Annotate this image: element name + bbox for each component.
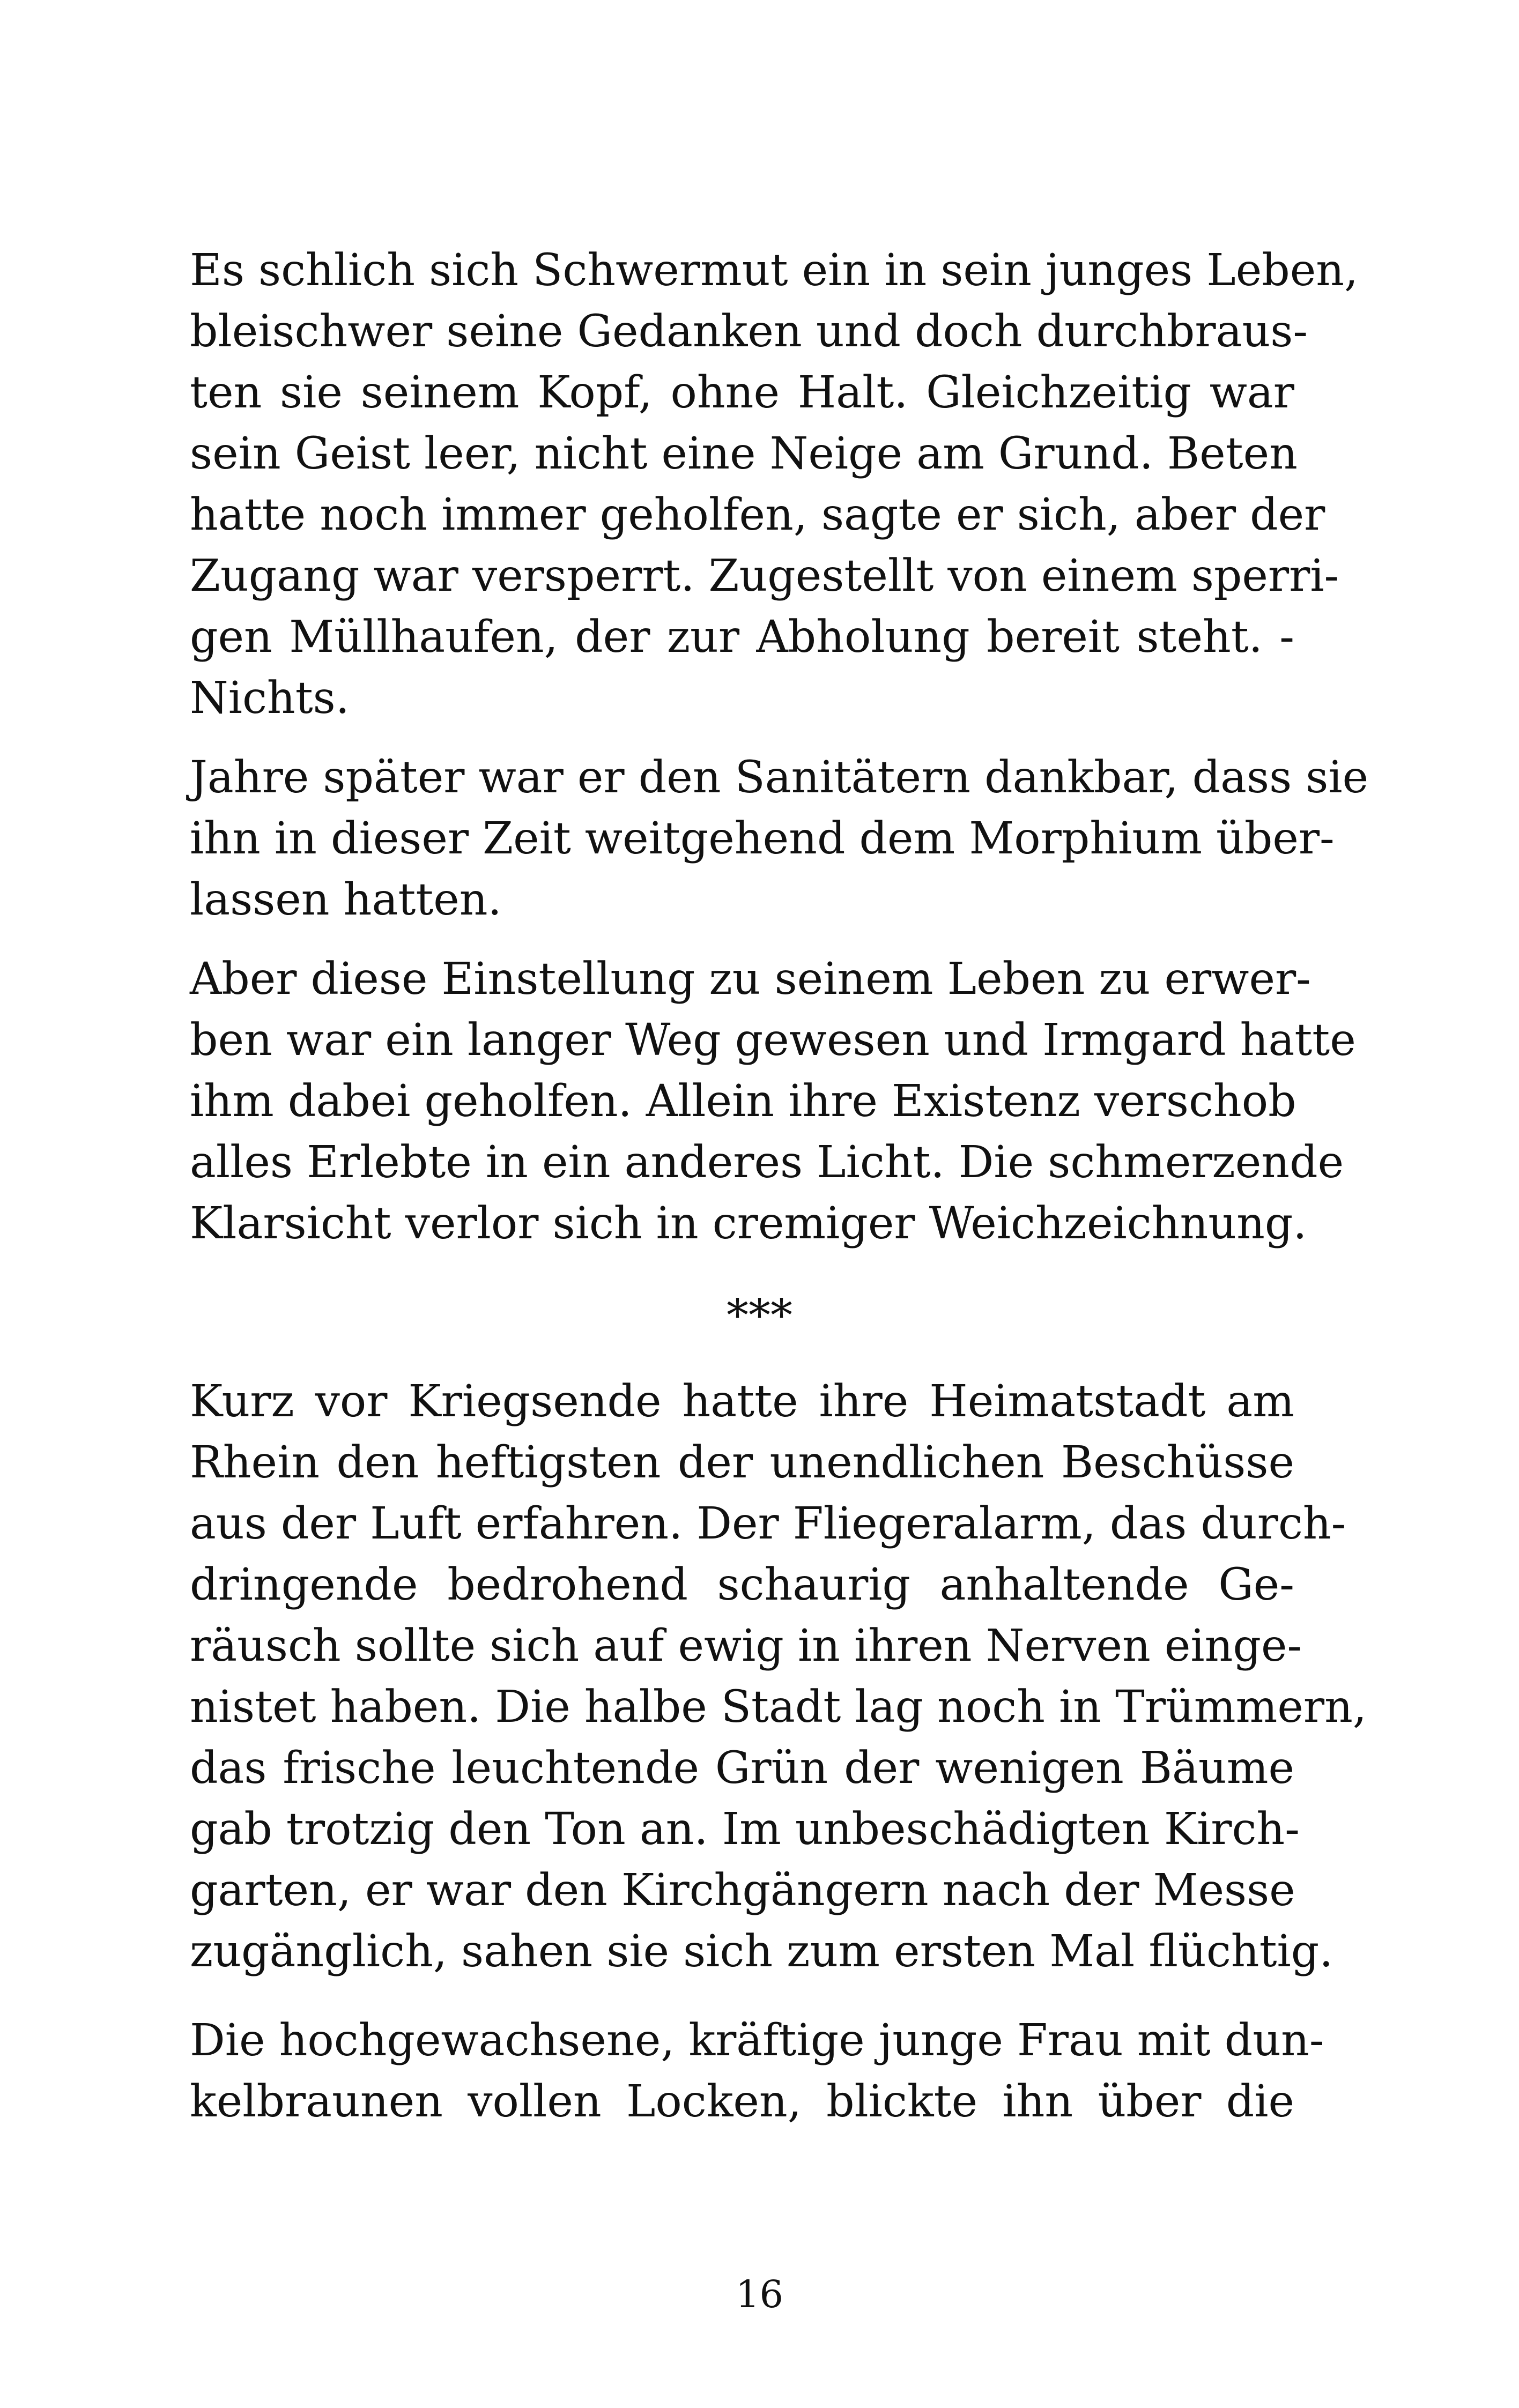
text-line: räusch sollte sich auf ewig in ihren Nerven einge- — [190, 1621, 1302, 1671]
text-line: gen Müllhaufen, der zur Abholung bereit steht. - — [190, 612, 1294, 663]
paragraph-4 — [190, 1371, 1367, 1982]
text-line: Die hochgewachsene, kräftige junge Frau mit dun- — [190, 2015, 1324, 2066]
text-line: lassen hatten. — [190, 874, 502, 925]
text-line: das frische leuchtende Grün der wenigen Bäume — [190, 1743, 1294, 1794]
text-line: kelbraunen vollen Locken, blickte ihn über die — [190, 2076, 1294, 2127]
paragraph-5 — [190, 2010, 1324, 2132]
text-line: ben war ein langer Weg gewesen und Irmgard hatte — [190, 1015, 1356, 1066]
text-line: alles Erlebte in ein anderes Licht. Die schmerzende — [190, 1137, 1344, 1188]
text-line: garten, er war den Kirchgängern nach der Messe — [190, 1865, 1295, 1916]
text-line: Zugang war versperrt. Zugestellt von einem sperri- — [190, 551, 1339, 601]
paragraph-1 — [190, 240, 1359, 729]
text-line: Jahre später war er den Sanitätern dankbar, dass sie — [190, 752, 1369, 803]
page-number: 16 — [735, 2272, 784, 2316]
text-line: Klarsicht verlor sich in cremiger Weichzeichnung. — [190, 1198, 1307, 1249]
text-line: ihn in dieser Zeit weitgehend dem Morphium über- — [190, 813, 1335, 864]
text-line: bleischwer seine Gedanken und doch durchbraus- — [190, 306, 1308, 357]
text-line: Aber diese Einstellung zu seinem Leben zu erwer- — [190, 954, 1311, 1005]
text-line: zugänglich, sahen sie sich zum ersten Mal flüchtig. — [190, 1926, 1333, 1977]
text-line: Rhein den heftigsten der unendlichen Beschüsse — [190, 1437, 1294, 1488]
text-line: hatte noch immer geholfen, sagte er sich, aber der — [190, 489, 1325, 540]
text-line: gab trotzig den Ton an. Im unbeschädigten Kirch- — [190, 1804, 1300, 1855]
text-line: aus der Luft erfahren. Der Fliegeralarm, das durch- — [190, 1498, 1346, 1549]
text-line: Kurz vor Kriegsende hatte ihre Heimatstadt am — [190, 1376, 1294, 1427]
text-line: Nichts. — [190, 673, 350, 724]
text-line: ten sie seinem Kopf, ohne Halt. Gleichzeitig war — [190, 367, 1294, 418]
text-line: sein Geist leer, nicht eine Neige am Grund. Beten — [190, 428, 1298, 479]
text-line: Es schlich sich Schwermut ein in sein junges Leben, — [190, 245, 1359, 296]
section-separator: *** — [727, 1290, 792, 1341]
paragraph-3 — [190, 949, 1356, 1254]
text-line: nistet haben. Die halbe Stadt lag noch in Trümmern, — [190, 1682, 1367, 1733]
text-line: ihm dabei geholfen. Allein ihre Existenz verschob — [190, 1076, 1296, 1127]
paragraph-2 — [190, 747, 1369, 931]
text-line: dringende bedrohend schaurig anhaltende Ge- — [190, 1559, 1294, 1610]
